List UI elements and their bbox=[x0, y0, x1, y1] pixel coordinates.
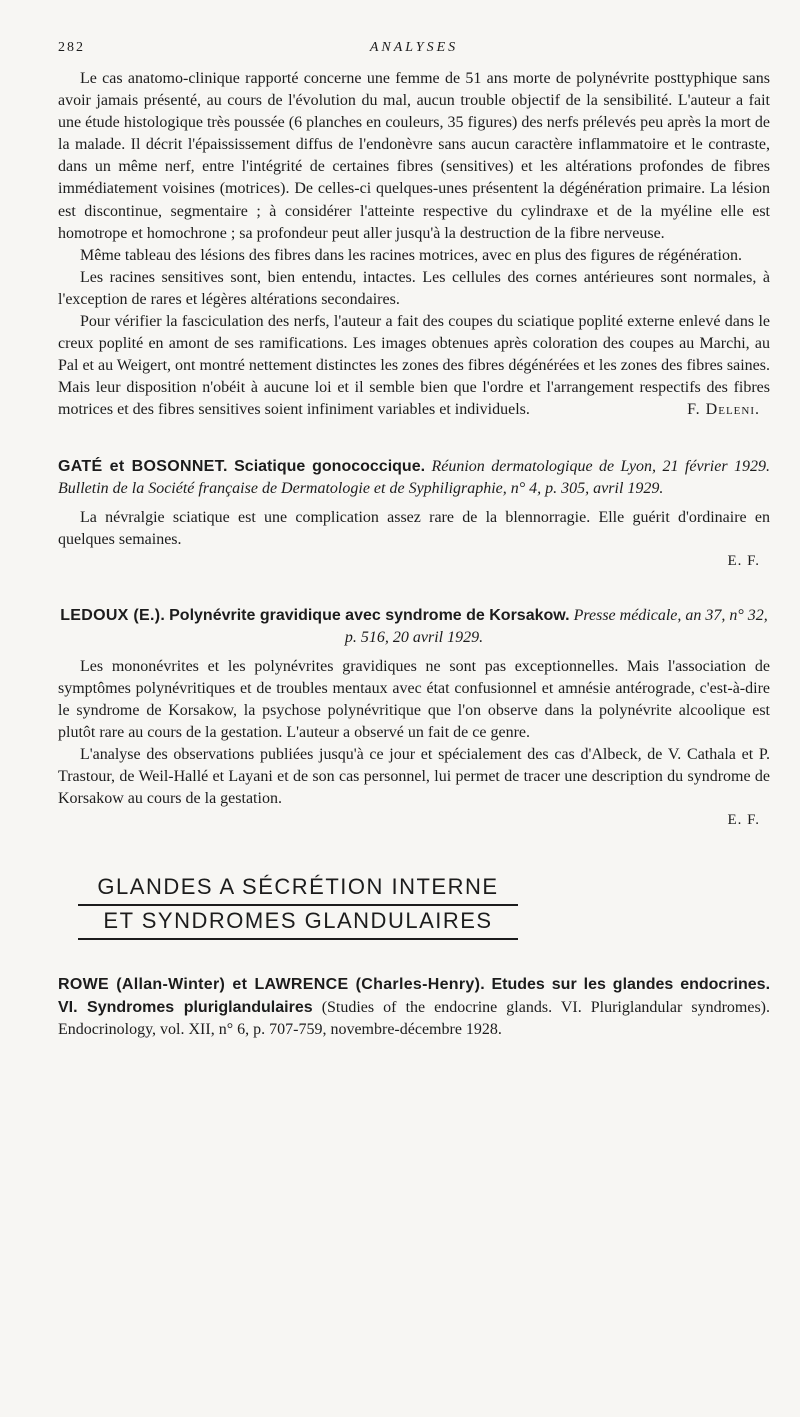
entry3-authors: ROWE (Allan-Winter) et LAWRENCE (Charles-Henry). bbox=[58, 976, 485, 994]
intro-paragraph-3: Les racines sensitives sont, bien entendu, intactes. Les cellules des cornes antérieures sont normales, à l'exception de rares et légères altérations secondaires. bbox=[58, 268, 770, 308]
entry2-source: Presse médicale, an 37, n° 32, p. 516, 20 avril 1929. bbox=[344, 606, 768, 647]
entry3-heading bbox=[58, 974, 770, 1042]
entry2-heading bbox=[58, 605, 770, 650]
entry1-body: La névralgie sciatique est une complication assez rare de la blennorragie. Elle guérit d'ordinaire en quelques semaines. bbox=[58, 508, 770, 548]
running-title: ANALYSES bbox=[369, 40, 459, 55]
intro-paragraph-4-text: Pour vérifier la fasciculation des nerfs, l'auteur a fait des coupes du sciatique poplité externe enlevé dans le creux poplité en amont de ses ramifications. Les images obtenues après coloration des coupes au Marchi, au Pal et au Weigert, ont montré nettement distinctes les zones des fibres dégénérées et les zones des fibres saines. Mais leur disposition n'obéit à aucune loi et il semble bien que l'ordre et l'arrangement respectifs des fibres motrices et des fibres sensitives soient infiniment variables et individuels. bbox=[58, 313, 770, 419]
entry-rowe-lawrence bbox=[58, 974, 770, 1042]
intro-signature: F. Deleni. bbox=[687, 401, 760, 419]
entry2-signature: E. F. bbox=[727, 812, 760, 829]
entry1-authors: GATÉ et BOSONNET. bbox=[58, 457, 228, 475]
section-title-line-1: GLANDES A SÉCRÉTION INTERNE bbox=[97, 874, 499, 900]
entry3-source: (Studies of the endocrine glands. VI. Pluriglandular syndromes). Endocrinology, vol. XII, n° 6, p. 707-759, novembre-décembre 1928. bbox=[58, 998, 771, 1039]
page bbox=[58, 40, 770, 1042]
entry3-title: Etudes sur les glandes endocrines. VI. Syndromes pluriglandulaires bbox=[58, 976, 771, 1016]
running-head bbox=[58, 40, 770, 68]
entry2-paragraph-1: Les mononévrites et les polynévrites gravidiques ne sont pas exceptionnelles. Mais l'association de symptômes polynévritiques et de troubles mentaux avec état confusionnel et amnésie antérograde, c'est-à-dire le syndrome de Korsakow, la psychose polynévritique que l'on observe dans la polynévrite alcoolique est plutôt rare au cours de la gestation. L'auteur a observé un fait de ce genre. bbox=[58, 657, 770, 741]
entry2-authors: LEDOUX (E.). bbox=[60, 606, 166, 624]
section-heading bbox=[58, 872, 770, 940]
intro-review bbox=[58, 68, 770, 422]
entry2-paragraph-2: L'analyse des observations publiées jusqu'à ce jour et spécialement des cas d'Albeck, de V. Cathala et P. Trastour, de Weil-Hallé et Layani et de son cas personnel, lui permet de tracer une description du syndrome de Korsakow au cours de la gestation. bbox=[58, 746, 770, 808]
entry1-title: Sciatique gonococcique. bbox=[234, 457, 426, 475]
entry-ledoux bbox=[58, 605, 770, 831]
entry1-heading bbox=[58, 456, 770, 501]
entry1-signature: E. F. bbox=[727, 552, 760, 569]
entry-gate-bosonnet bbox=[58, 456, 770, 571]
intro-paragraph-2: Même tableau des lésions des fibres dans les racines motrices, avec en plus des figures de régénération. bbox=[80, 246, 742, 264]
section-title-line-2: ET SYNDROMES GLANDULAIRES bbox=[103, 908, 493, 934]
intro-paragraph-1: Le cas anatomo-clinique rapporté concerne une femme de 51 ans morte de polynévrite posttyphique sans avoir jamais présenté, au cours de l'évolution du mal, aucun trouble objectif de la sensibilité. L'auteur a fait une étude histologique très poussée (6 planches en couleurs, 35 figures) des nerfs prélevés peu après la mort de la malade. Il décrit l'épaississement diffus de l'endonèvre sans aucun caractère inflammatoire et le contraste, dans un même nerf, entre l'intégrité de certaines fibres (sensitives) et les altérations profondes de fibres immédiatement voisines (motrices). De celles-ci quelques-unes présentent la dégénération primaire. La lésion est discontinue, segmentaire ; à considérer l'atteinte respective du cylindraxe et de la myéline elle est homotrope et homochrone ; sa profondeur peut aller jusqu'à la destruction de la fibre nerveuse. bbox=[58, 70, 770, 242]
page-number: 282 bbox=[58, 40, 85, 55]
entry1-source: Réunion dermatologique de Lyon, 21 février 1929. Bulletin de la Société française de Dermatologie et de Syphiligraphie, n° 4, p. 305, avril 1929. bbox=[58, 457, 770, 497]
intro-paragraph-4 bbox=[58, 311, 770, 421]
entry2-title: Polynévrite gravidique avec syndrome de Korsakow. bbox=[169, 606, 570, 624]
